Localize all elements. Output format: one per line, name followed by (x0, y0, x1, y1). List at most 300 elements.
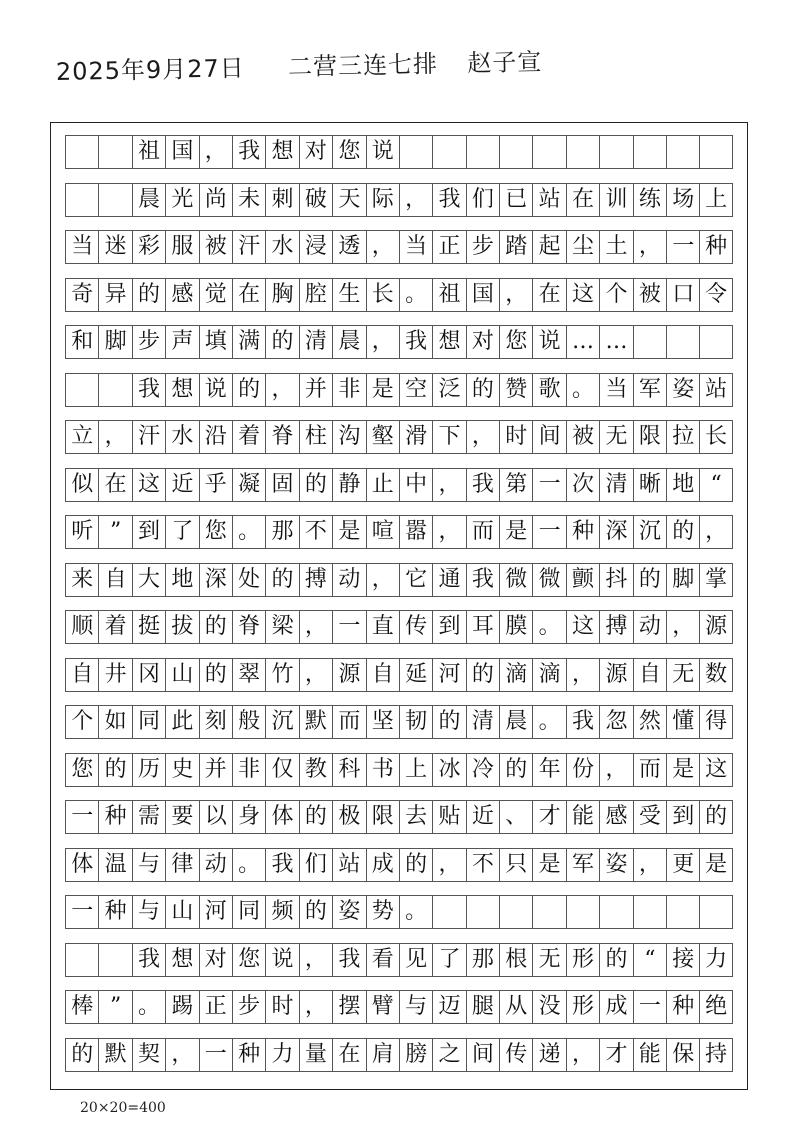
essay-row (65, 705, 733, 739)
grid-cell (98, 183, 131, 217)
grid-cell: 的 (265, 563, 298, 597)
grid-cell (65, 135, 98, 169)
grid-cell: 的 (399, 848, 432, 882)
grid-cell: 嚣 (399, 515, 432, 549)
grid-cell: 限 (633, 420, 666, 454)
grid-cell (98, 943, 131, 977)
grid-cell: ， (366, 563, 399, 597)
grid-cell: 生 (332, 278, 365, 312)
grid-cell: 。 (566, 373, 599, 407)
grid-cell: 我 (466, 468, 499, 502)
grid-cell: 了 (432, 943, 465, 977)
grid-cell: 搏 (599, 610, 632, 644)
grid-cell: ， (432, 468, 465, 502)
grid-cell: ” (98, 515, 131, 549)
grid-cell: 种 (666, 990, 699, 1024)
grid-cell: 时 (499, 420, 532, 454)
grid-cell: 对 (299, 135, 332, 169)
grid-cell: 想 (165, 373, 198, 407)
grid-cell: 成 (599, 990, 632, 1024)
grid-cell: 对 (199, 943, 232, 977)
grid-cell: 一 (65, 895, 98, 929)
grid-cell: 祖 (132, 135, 165, 169)
grid-cell: 年 (532, 753, 565, 787)
essay-row (65, 468, 733, 502)
grid-cell: 近 (466, 800, 499, 834)
grid-cell: 与 (132, 895, 165, 929)
grid-cell: 翠 (232, 658, 265, 692)
title-row (65, 135, 733, 169)
essay-row (65, 183, 733, 217)
grid-cell: 沉 (265, 705, 298, 739)
grid-cell: 根 (499, 943, 532, 977)
grid-cell: 的 (432, 705, 465, 739)
essay-row (65, 848, 733, 882)
grid-cell: 才 (532, 800, 565, 834)
grid-cell: 当 (65, 230, 98, 264)
grid-cell: 种 (98, 895, 131, 929)
grid-cell: 一 (532, 515, 565, 549)
header-name: 赵子宣 (466, 47, 543, 78)
grid-cell: 然 (633, 705, 666, 739)
grid-cell: 乎 (199, 468, 232, 502)
grid-cell: 直 (366, 610, 399, 644)
grid-cell: 数 (699, 658, 732, 692)
grid-cell: 我 (132, 373, 165, 407)
grid-cell: 受 (633, 800, 666, 834)
grid-cell: ， (633, 848, 666, 882)
grid-cell: 来 (65, 563, 98, 597)
grid-cell: 同 (232, 895, 265, 929)
grid-cell: 了 (165, 515, 198, 549)
grid-cell: 站 (332, 848, 365, 882)
grid-cell: 晰 (633, 468, 666, 502)
grid-cell: 见 (399, 943, 432, 977)
grid-cell: 是 (666, 753, 699, 787)
grid-cell: 迈 (432, 990, 465, 1024)
grid-cell: 异 (98, 278, 131, 312)
grid-cell: 种 (98, 800, 131, 834)
grid-cell: 无 (599, 420, 632, 454)
grid-cell: 冈 (132, 658, 165, 692)
grid-cell: 的 (132, 278, 165, 312)
grid-cell: 的 (599, 943, 632, 977)
grid-cell (566, 895, 599, 929)
grid-cell: 绝 (699, 990, 732, 1024)
grid-cell: … (599, 325, 632, 359)
grid-cell: 的 (633, 563, 666, 597)
grid-cell: 抖 (599, 563, 632, 597)
grid-cell: 而 (466, 515, 499, 549)
grid-cell: ， (699, 515, 732, 549)
grid-cell: 井 (98, 658, 131, 692)
grid-cell: 说 (532, 325, 565, 359)
grid-cell: 种 (699, 230, 732, 264)
grid-cell: 拉 (666, 420, 699, 454)
grid-cell: ， (399, 183, 432, 217)
grid-cell: 山 (165, 895, 198, 929)
grid-cell: 说 (265, 943, 298, 977)
grid-cell: “ (699, 468, 732, 502)
grid-cell: 是 (532, 848, 565, 882)
grid-cell: 地 (165, 563, 198, 597)
grid-cell: 天 (332, 183, 365, 217)
grid-cell: 自 (633, 658, 666, 692)
grid-cell: 是 (332, 515, 365, 549)
grid-cell: 个 (599, 278, 632, 312)
grid-cell: 下 (432, 420, 465, 454)
grid-cell (699, 895, 732, 929)
grid-cell: 感 (599, 800, 632, 834)
grid-cell: 而 (633, 753, 666, 787)
essay-row (65, 278, 733, 312)
grid-cell: 默 (299, 705, 332, 739)
grid-cell: 摆 (332, 990, 365, 1024)
grid-cell: 彩 (132, 230, 165, 264)
grid-cell: 深 (599, 515, 632, 549)
grid-cell: 壑 (366, 420, 399, 454)
grid-cell: 的 (699, 800, 732, 834)
grid-cell: 空 (399, 373, 432, 407)
grid-cell: 它 (399, 563, 432, 597)
grid-cell: 体 (65, 848, 98, 882)
grid-cell: 力 (699, 943, 732, 977)
grid-cell: 姿 (599, 848, 632, 882)
grid-cell: 滴 (499, 658, 532, 692)
essay-row (65, 563, 733, 597)
grid-cell: 忽 (599, 705, 632, 739)
grid-cell: 长 (699, 420, 732, 454)
grid-cell: 您 (499, 325, 532, 359)
grid-cell: 口 (666, 278, 699, 312)
grid-cell: 近 (165, 468, 198, 502)
grid-cell (633, 895, 666, 929)
grid-cell: 得 (699, 705, 732, 739)
grid-cell: 奇 (65, 278, 98, 312)
grid-cell: 那 (466, 943, 499, 977)
grid-cell: 时 (265, 990, 298, 1024)
grid-cell: 沟 (332, 420, 365, 454)
grid-cell (499, 135, 532, 169)
grid-cell: 在 (98, 468, 131, 502)
grid-cell: 脚 (98, 325, 131, 359)
grid-cell: 第 (499, 468, 532, 502)
grid-cell: 尚 (199, 183, 232, 217)
grid-cell: 的 (466, 658, 499, 692)
essay-row (65, 800, 733, 834)
grid-cell: 我 (399, 325, 432, 359)
grid-cell: 个 (65, 705, 98, 739)
grid-cell: 冰 (432, 753, 465, 787)
essay-row (65, 325, 733, 359)
grid-cell: ， (633, 230, 666, 264)
grid-cell: 才 (599, 1038, 632, 1072)
grid-cell: 坚 (366, 705, 399, 739)
grid-cell: 填 (199, 325, 232, 359)
grid-cell: 科 (332, 753, 365, 787)
grid-cell: 地 (666, 468, 699, 502)
grid-cell: 着 (232, 420, 265, 454)
grid-cell: 源 (332, 658, 365, 692)
grid-cell: ， (432, 515, 465, 549)
grid-cell: 无 (666, 658, 699, 692)
grid-cell: 沿 (199, 420, 232, 454)
grid-cell: 破 (299, 183, 332, 217)
grid-cell (65, 183, 98, 217)
grid-cell: … (566, 325, 599, 359)
grid-cell: 通 (432, 563, 465, 597)
grid-cell: 们 (466, 183, 499, 217)
grid-cell: 形 (566, 943, 599, 977)
essay-row (65, 373, 733, 407)
grid-cell: 那 (265, 515, 298, 549)
grid-cell: 被 (633, 278, 666, 312)
grid-cell: 我 (566, 705, 599, 739)
grid-cell: 能 (566, 800, 599, 834)
grid-cell: 腔 (299, 278, 332, 312)
grid-cell: 觉 (199, 278, 232, 312)
grid-cell: 未 (232, 183, 265, 217)
grid-cell: 水 (265, 230, 298, 264)
grid-cell: ， (299, 990, 332, 1024)
grid-cell: 契 (132, 1038, 165, 1072)
grid-cell: 喧 (366, 515, 399, 549)
grid-cell: 迷 (98, 230, 131, 264)
grid-cell: 浸 (299, 230, 332, 264)
grid-cell: 我 (265, 848, 298, 882)
grid-cell: 正 (199, 990, 232, 1024)
grid-cell: 并 (299, 373, 332, 407)
grid-cell: 土 (599, 230, 632, 264)
grid-cell: 我 (132, 943, 165, 977)
grid-cell: 极 (332, 800, 365, 834)
grid-cell: 赞 (499, 373, 532, 407)
grid-cell: 着 (98, 610, 131, 644)
grid-cell: 递 (532, 1038, 565, 1072)
grid-cell: 、 (499, 800, 532, 834)
grid-cell: 的 (98, 753, 131, 787)
grid-cell: 的 (299, 895, 332, 929)
grid-cell: 。 (232, 848, 265, 882)
grid-cell: ， (366, 325, 399, 359)
grid-cell: 处 (232, 563, 265, 597)
grid-cell: 冷 (466, 753, 499, 787)
grid-cell: 的 (199, 610, 232, 644)
grid-cell: 源 (599, 658, 632, 692)
grid-cell: ， (98, 420, 131, 454)
grid-cell: 温 (98, 848, 131, 882)
grid-cell: ， (466, 420, 499, 454)
grid-cell: 只 (499, 848, 532, 882)
grid-cell: 种 (232, 1038, 265, 1072)
grid-cell: ， (265, 373, 298, 407)
grid-cell (599, 895, 632, 929)
grid-cell: ， (566, 658, 599, 692)
grid-cell: 肩 (366, 1038, 399, 1072)
grid-cell: 祖 (432, 278, 465, 312)
grid-cell: 势 (366, 895, 399, 929)
grid-cell: 声 (165, 325, 198, 359)
grid-cell: 传 (399, 610, 432, 644)
grid-cell: 们 (299, 848, 332, 882)
grid-cell: 晨 (332, 325, 365, 359)
grid-cell: 非 (332, 373, 365, 407)
grid-cell (666, 325, 699, 359)
grid-cell: 训 (599, 183, 632, 217)
grid-cell: ， (499, 278, 532, 312)
grid-cell: 同 (132, 705, 165, 739)
grid-cell (666, 135, 699, 169)
grid-cell: 步 (132, 325, 165, 359)
grid-cell: 固 (265, 468, 298, 502)
grid-cell: 需 (132, 800, 165, 834)
grid-cell: 我 (466, 563, 499, 597)
grid-cell (432, 895, 465, 929)
grid-cell: 接 (666, 943, 699, 977)
grid-cell: 传 (499, 1038, 532, 1072)
grid-cell: 汗 (132, 420, 165, 454)
grid-cell: 清 (599, 468, 632, 502)
grid-cell: 是 (699, 848, 732, 882)
grid-cell: ， (299, 610, 332, 644)
grid-cell: 到 (132, 515, 165, 549)
grid-cell: 脊 (232, 610, 265, 644)
grid-cell: “ (633, 943, 666, 977)
grid-cell: 的 (65, 1038, 98, 1072)
grid-cell: 胸 (265, 278, 298, 312)
grid-cell: 刻 (199, 705, 232, 739)
grid-cell: ， (666, 610, 699, 644)
grid-cell: 似 (65, 468, 98, 502)
grid-cell: 场 (666, 183, 699, 217)
grid-cell: 大 (132, 563, 165, 597)
grid-cell: 在 (232, 278, 265, 312)
grid-cell: 水 (165, 420, 198, 454)
grid-cell: 一 (65, 800, 98, 834)
grid-cell: 拔 (165, 610, 198, 644)
grid-cell: 的 (299, 468, 332, 502)
grid-cell: 与 (399, 990, 432, 1024)
grid-cell: 膀 (399, 1038, 432, 1072)
grid-cell: ， (599, 753, 632, 787)
grid-cell: 。 (399, 895, 432, 929)
grid-cell: 自 (98, 563, 131, 597)
grid-cell: ， (566, 1038, 599, 1072)
grid-cell: 间 (466, 1038, 499, 1072)
grid-cell: 泛 (432, 373, 465, 407)
grid-cell: 微 (532, 563, 565, 597)
grid-cell: 形 (566, 990, 599, 1024)
grid-cell: ， (366, 230, 399, 264)
grid-cell: 。 (399, 278, 432, 312)
grid-cell: 静 (332, 468, 365, 502)
grid-cell: 以 (199, 800, 232, 834)
grid-cell: 被 (566, 420, 599, 454)
grid-cell: 尘 (566, 230, 599, 264)
grid-cell: 站 (699, 373, 732, 407)
grid-cell: 清 (299, 325, 332, 359)
grid-cell: 一 (666, 230, 699, 264)
grid-cell: 。 (132, 990, 165, 1024)
grid-cell: 在 (532, 278, 565, 312)
grid-cell: 山 (165, 658, 198, 692)
grid-cell (532, 135, 565, 169)
grid-cell: 身 (232, 800, 265, 834)
grid-cell: 一 (199, 1038, 232, 1072)
grid-cell: 沉 (633, 515, 666, 549)
header-line (55, 37, 756, 100)
grid-cell: 感 (165, 278, 198, 312)
grid-cell: 河 (432, 658, 465, 692)
grid-cell: 深 (199, 563, 232, 597)
grid-cell: 。 (232, 515, 265, 549)
grid-cell: 之 (432, 1038, 465, 1072)
header-date: 2025年9月27日 (55, 54, 246, 86)
grid-cell: 的 (466, 373, 499, 407)
essay-row (65, 420, 733, 454)
grid-spec-label: 20×20=400 (80, 1100, 166, 1116)
grid-cell: 国 (466, 278, 499, 312)
header-class: 二营三连七排 (287, 50, 439, 82)
grid-cell: 这 (699, 753, 732, 787)
grid-cell: 。 (532, 610, 565, 644)
grid-cell: 说 (199, 373, 232, 407)
grid-cell: 起 (532, 230, 565, 264)
grid-cell: 源 (699, 610, 732, 644)
grid-cell: 滑 (399, 420, 432, 454)
grid-cell: 搏 (299, 563, 332, 597)
grid-cell: 看 (366, 943, 399, 977)
grid-cell: 体 (265, 800, 298, 834)
grid-cell: 的 (265, 325, 298, 359)
grid-cell: 凝 (232, 468, 265, 502)
essay-row (65, 515, 733, 549)
grid-cell: 您 (232, 943, 265, 977)
grid-cell: 姿 (666, 373, 699, 407)
grid-cell: 到 (666, 800, 699, 834)
grid-cell: 透 (332, 230, 365, 264)
grid-cell: 不 (299, 515, 332, 549)
grid-cell: 想 (265, 135, 298, 169)
essay-row (65, 610, 733, 644)
grid-cell: 没 (532, 990, 565, 1024)
grid-cell: 一 (532, 468, 565, 502)
grid-cell: 一 (332, 610, 365, 644)
grid-cell: 如 (98, 705, 131, 739)
grid-cell: 脊 (265, 420, 298, 454)
grid-cell: 上 (699, 183, 732, 217)
essay-row (65, 658, 733, 692)
grid-cell: 练 (633, 183, 666, 217)
grid-cell: 对 (466, 325, 499, 359)
grid-cell: 顺 (65, 610, 98, 644)
grid-cell: 力 (265, 1038, 298, 1072)
grid-cell: 和 (65, 325, 98, 359)
grid-cell: 历 (132, 753, 165, 787)
manuscript-grid-sheet (50, 122, 748, 1090)
grid-cell: 晨 (132, 183, 165, 217)
grid-cell: 晨 (499, 705, 532, 739)
grid-cell: 清 (466, 705, 499, 739)
grid-cell: 无 (532, 943, 565, 977)
grid-cell: 竹 (265, 658, 298, 692)
grid-cell: 成 (366, 848, 399, 882)
grid-cell: 中 (399, 468, 432, 502)
grid-cell: 这 (566, 610, 599, 644)
grid-cell: 此 (165, 705, 198, 739)
grid-cell (98, 135, 131, 169)
grid-cell: 歌 (532, 373, 565, 407)
